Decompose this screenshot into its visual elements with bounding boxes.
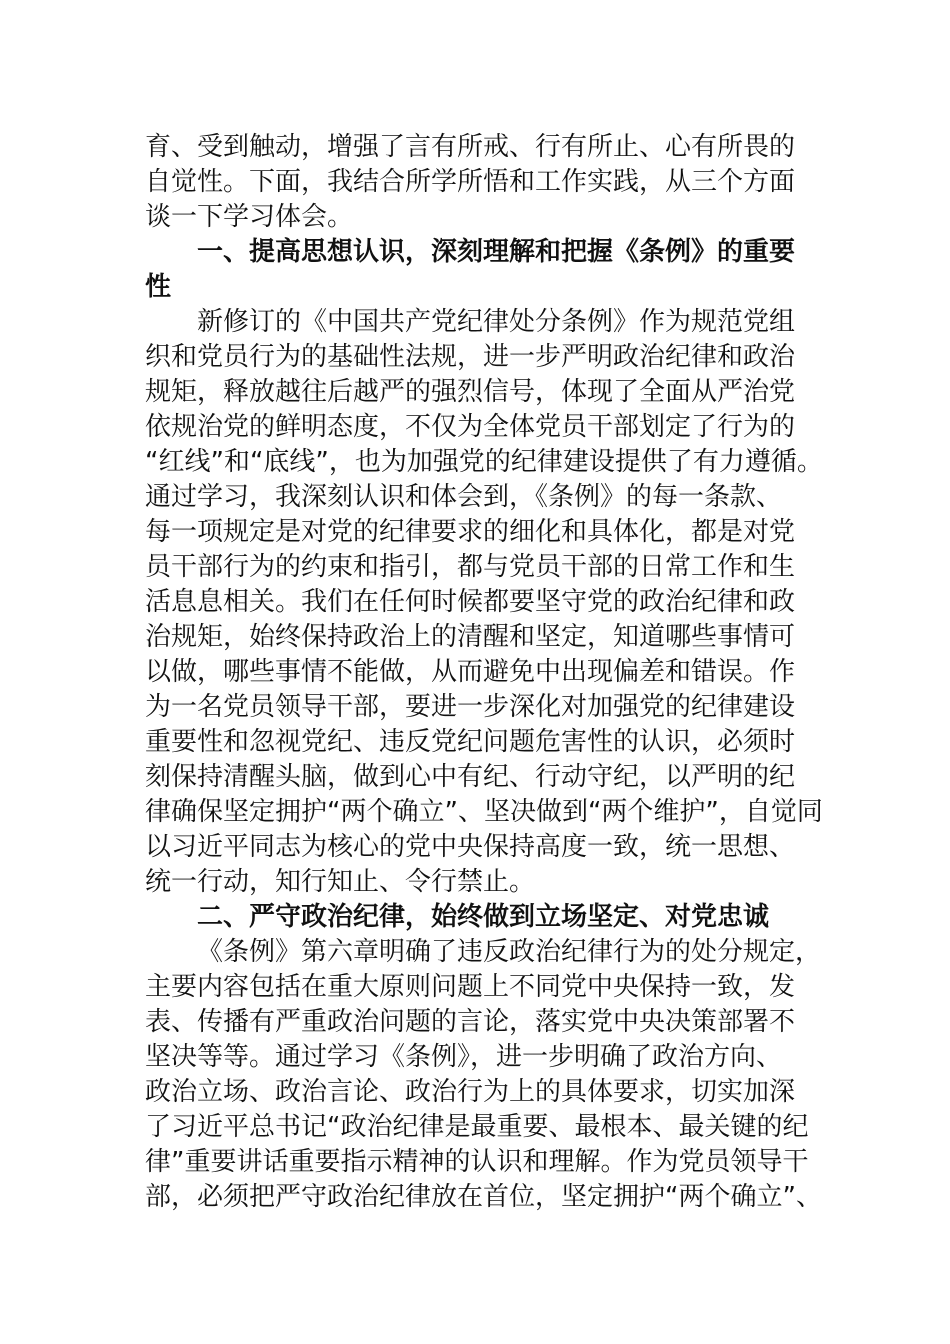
text-line: 统一行动，知行知止、令行禁止。 — [145, 867, 536, 897]
section-heading-1: 一、提高思想认识，深刻理解和把握《条例》的重要 — [197, 237, 796, 267]
section-heading-2: 二、严守政治纪律，始终做到立场坚定、对党忠诚 — [197, 902, 770, 932]
text-line: 政治立场、政治言论、政治行为上的具体要求，切实加深 — [145, 1077, 796, 1107]
text-line: 通过学习，我深刻认识和体会到，《条例》的每一条款、 — [145, 482, 783, 512]
text-line: 自觉性。下面，我结合所学所悟和工作实践，从三个方面 — [145, 167, 796, 197]
text-line: 治规矩，始终保持政治上的清醒和坚定，知道哪些事情可 — [145, 622, 796, 652]
text-line: 表、传播有严重政治问题的言论，落实党中央决策部署不 — [145, 1007, 796, 1037]
body-text — [145, 130, 823, 1215]
paragraph-start: 新修订的《中国共产党纪律处分条例》作为规范党组 — [197, 307, 796, 337]
text-line: 主要内容包括在重大原则问题上不同党中央保持一致，发 — [145, 972, 796, 1002]
text-line: 以习近平同志为核心的党中央保持高度一致，统一思想、 — [145, 832, 796, 862]
text-line: 谈一下学习体会。 — [145, 202, 354, 232]
text-line: 坚决等等。通过学习《条例》，进一步明确了政治方向、 — [145, 1042, 783, 1072]
text-line: 依规治党的鲜明态度，不仅为全体党员干部划定了行为的 — [145, 412, 796, 442]
text-line: 重要性和忽视党纪、违反党纪问题危害性的认识，必须时 — [145, 727, 796, 757]
text-line: 每一项规定是对党的纪律要求的细化和具体化，都是对党 — [145, 517, 796, 547]
text-line: 律确保坚定拥护“两个确立”、坚决做到“两个维护”，自觉同 — [145, 797, 823, 827]
text-line: “红线”和“底线”，也为加强党的纪律建设提供了有力遵循。 — [145, 447, 823, 477]
text-line: 以做，哪些事情不能做，从而避免中出现偏差和错误。作 — [145, 657, 796, 687]
section-heading-1-cont: 性 — [145, 272, 172, 302]
text-line: 员干部行为的约束和指引，都与党员干部的日常工作和生 — [145, 552, 796, 582]
text-line: 部，必须把严守政治纪律放在首位，坚定拥护“两个确立”、 — [145, 1182, 822, 1212]
text-line: 为一名党员领导干部，要进一步深化对加强党的纪律建设 — [145, 692, 796, 722]
text-line: 律”重要讲话重要指示精神的认识和理解。作为党员领导干 — [145, 1147, 809, 1177]
text-line: 活息息相关。我们在任何时候都要坚守党的政治纪律和政 — [145, 587, 796, 617]
text-line: 规矩，释放越往后越严的强烈信号，体现了全面从严治党 — [145, 377, 796, 407]
paragraph-start: 《条例》第六章明确了违反政治纪律行为的处分规定， — [197, 937, 822, 967]
text-line: 刻保持清醒头脑，做到心中有纪、行动守纪，以严明的纪 — [145, 762, 796, 792]
text-line: 育、受到触动，增强了言有所戒、行有所止、心有所畏的 — [145, 132, 796, 162]
text-line: 织和党员行为的基础性法规，进一步严明政治纪律和政治 — [145, 342, 796, 372]
text-line: 了习近平总书记“政治纪律是最重要、最根本、最关键的纪 — [145, 1112, 809, 1142]
